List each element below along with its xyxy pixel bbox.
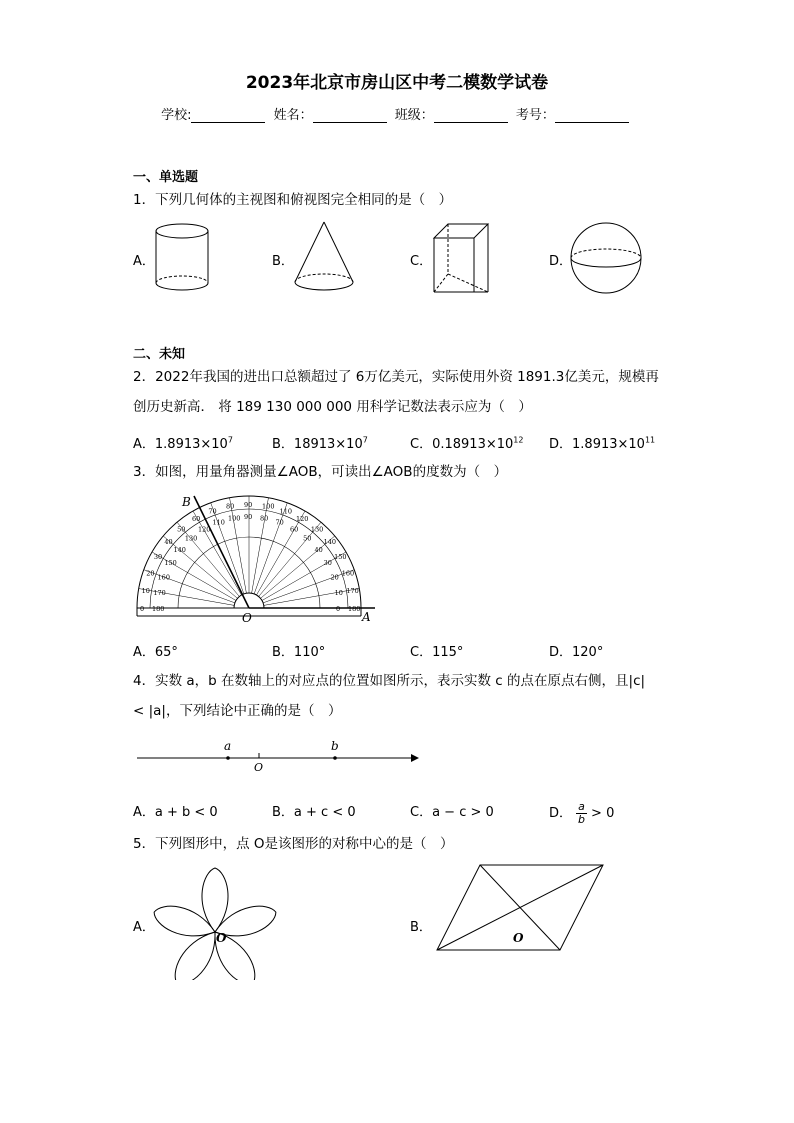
triangular-prism-figure bbox=[428, 220, 498, 298]
q3-option-c: C．115° bbox=[410, 645, 464, 660]
exam-number-label: 考号： bbox=[515, 108, 555, 123]
protractor-inner-number: 20 bbox=[330, 573, 339, 582]
protractor-inner-number: 180 bbox=[152, 605, 165, 613]
protractor-outer-number: 60 bbox=[192, 514, 201, 523]
protractor-outer-number: 20 bbox=[146, 569, 155, 578]
protractor-outer-number: 160 bbox=[341, 569, 355, 578]
school-label: 学校: bbox=[161, 108, 192, 123]
protractor-outer-number: 110 bbox=[279, 507, 292, 516]
protractor-outer-number: 10 bbox=[141, 586, 150, 595]
protractor-inner-number: 100 bbox=[228, 514, 241, 523]
q1-option-c-label: C． bbox=[410, 254, 433, 269]
q1-option-b-label: B． bbox=[272, 254, 294, 269]
section-heading-unknown: 二、未知 bbox=[133, 347, 186, 362]
q2-option-b: B．$18913\times 10^7$ bbox=[272, 435, 368, 452]
protractor-inner-number: 70 bbox=[275, 518, 284, 527]
protractor-outer-number: 120 bbox=[296, 514, 309, 523]
point-a-label: A bbox=[362, 610, 371, 624]
class-blank[interactable] bbox=[434, 110, 508, 123]
exam-title: 2023年北京市房山区中考二模数学试卷 bbox=[245, 73, 549, 93]
protractor-outer-number: 140 bbox=[323, 538, 337, 547]
protractor-outer-number: 70 bbox=[208, 507, 217, 516]
flower-center-label: O bbox=[216, 931, 227, 945]
q4-option-c: C．a − c > 0 bbox=[410, 805, 494, 820]
protractor-outer-number: 150 bbox=[334, 553, 347, 561]
parallelogram-center-label: O bbox=[513, 931, 524, 945]
question-2-line2: 创历史新高． 将 189 130 000 000 用科学记数法表示应为（ ） bbox=[133, 399, 532, 415]
protractor-outer-number: 30 bbox=[153, 553, 163, 561]
q3-option-b: B．110° bbox=[272, 645, 326, 660]
school-blank[interactable] bbox=[191, 110, 265, 123]
q5-option-b-label: B． bbox=[410, 920, 432, 935]
point-a bbox=[226, 756, 230, 760]
point-o-label: O bbox=[242, 611, 252, 625]
parallelogram-figure bbox=[435, 860, 610, 960]
number-line-figure bbox=[135, 735, 420, 777]
protractor-inner-number: 120 bbox=[198, 525, 211, 534]
protractor-outer-number: 130 bbox=[310, 525, 324, 534]
protractor-inner-number: 40 bbox=[314, 545, 323, 554]
five-petal-flower-figure bbox=[150, 862, 280, 980]
name-label: 姓名： bbox=[273, 108, 313, 123]
q4-option-d: D． $\frac{a}{b}$ > 0 bbox=[549, 800, 615, 826]
question-2-line1: 2．2022年我国的进出口总额超过了 6万亿美元，实际使用外资 1891.3亿美元，规模再 bbox=[133, 369, 659, 385]
q3-option-a: A．65° bbox=[133, 645, 178, 660]
protractor-inner-number: 50 bbox=[303, 534, 312, 543]
point-b-label: B bbox=[182, 495, 191, 509]
protractor-inner-number: 130 bbox=[184, 534, 198, 543]
protractor-inner-number: 30 bbox=[323, 559, 332, 567]
protractor-inner-number: 10 bbox=[334, 589, 343, 598]
question-4-line1: 4．实数 a，b 在数轴上的对应点的位置如图所示，表示实数 c 的点在原点右侧，且|c| bbox=[133, 673, 646, 689]
protractor-inner-number: 90 bbox=[244, 513, 253, 521]
q1-option-a-label: A． bbox=[133, 254, 155, 269]
question-3-stem: 3．如图，用量角器测量∠AOB，可读出∠AOB的度数为（ ） bbox=[133, 464, 508, 480]
q1-option-d-label: D． bbox=[549, 254, 573, 269]
protractor-figure bbox=[130, 490, 380, 625]
protractor-inner-number: 0 bbox=[336, 605, 341, 613]
label-origin: O bbox=[254, 761, 264, 774]
question-1-stem: 1．下列几何体的主视图和俯视图完全相同的是（ ） bbox=[133, 192, 453, 208]
question-4-line2: < |a|，下列结论中正确的是（ ） bbox=[133, 703, 342, 719]
q2-option-c: C．$0.18913\times 10^{12}$ bbox=[410, 435, 524, 452]
student-info-line bbox=[0, 104, 794, 123]
q2-option-a: A．$1.8913\times 10^7$ bbox=[133, 435, 233, 452]
q3-option-d: D．120° bbox=[549, 645, 604, 660]
label-a: a bbox=[224, 739, 232, 753]
protractor-outer-number: 170 bbox=[346, 586, 359, 595]
q5-option-a-label: A． bbox=[133, 920, 155, 935]
protractor-inner-number: 170 bbox=[153, 589, 166, 598]
protractor-outer-number: 180 bbox=[348, 605, 361, 613]
section-heading-single-choice: 一、单选题 bbox=[133, 170, 199, 185]
q4-option-a: A．a + b < 0 bbox=[133, 805, 218, 820]
name-blank[interactable] bbox=[313, 110, 387, 123]
protractor-outer-number: 50 bbox=[177, 525, 186, 534]
cylinder-figure bbox=[150, 220, 215, 295]
protractor-inner-number: 110 bbox=[212, 518, 225, 527]
protractor-inner-number: 60 bbox=[290, 525, 299, 534]
cone-figure bbox=[290, 220, 360, 295]
protractor-outer-number: 80 bbox=[225, 502, 235, 511]
protractor-inner-number: 140 bbox=[173, 545, 186, 554]
q2-option-d: D．$1.8913\times 10^{11}$ bbox=[549, 435, 656, 452]
label-b: b bbox=[331, 739, 339, 753]
q4-option-b: B．a + c < 0 bbox=[272, 805, 356, 820]
class-label: 班级： bbox=[394, 108, 434, 123]
protractor-inner-number: 80 bbox=[259, 514, 269, 523]
protractor-outer-number: 0 bbox=[140, 605, 145, 613]
question-5-stem: 5．下列图形中，点 O是该图形的对称中心的是（ ） bbox=[133, 836, 454, 852]
point-b bbox=[333, 756, 337, 760]
protractor-outer-number: 100 bbox=[262, 502, 275, 511]
protractor-outer-number: 90 bbox=[244, 501, 253, 509]
protractor-inner-number: 150 bbox=[164, 559, 177, 567]
protractor-outer-number: 40 bbox=[164, 538, 173, 547]
sphere-figure bbox=[568, 220, 648, 296]
exam-number-blank[interactable] bbox=[555, 110, 629, 123]
protractor-inner-number: 160 bbox=[157, 573, 170, 582]
